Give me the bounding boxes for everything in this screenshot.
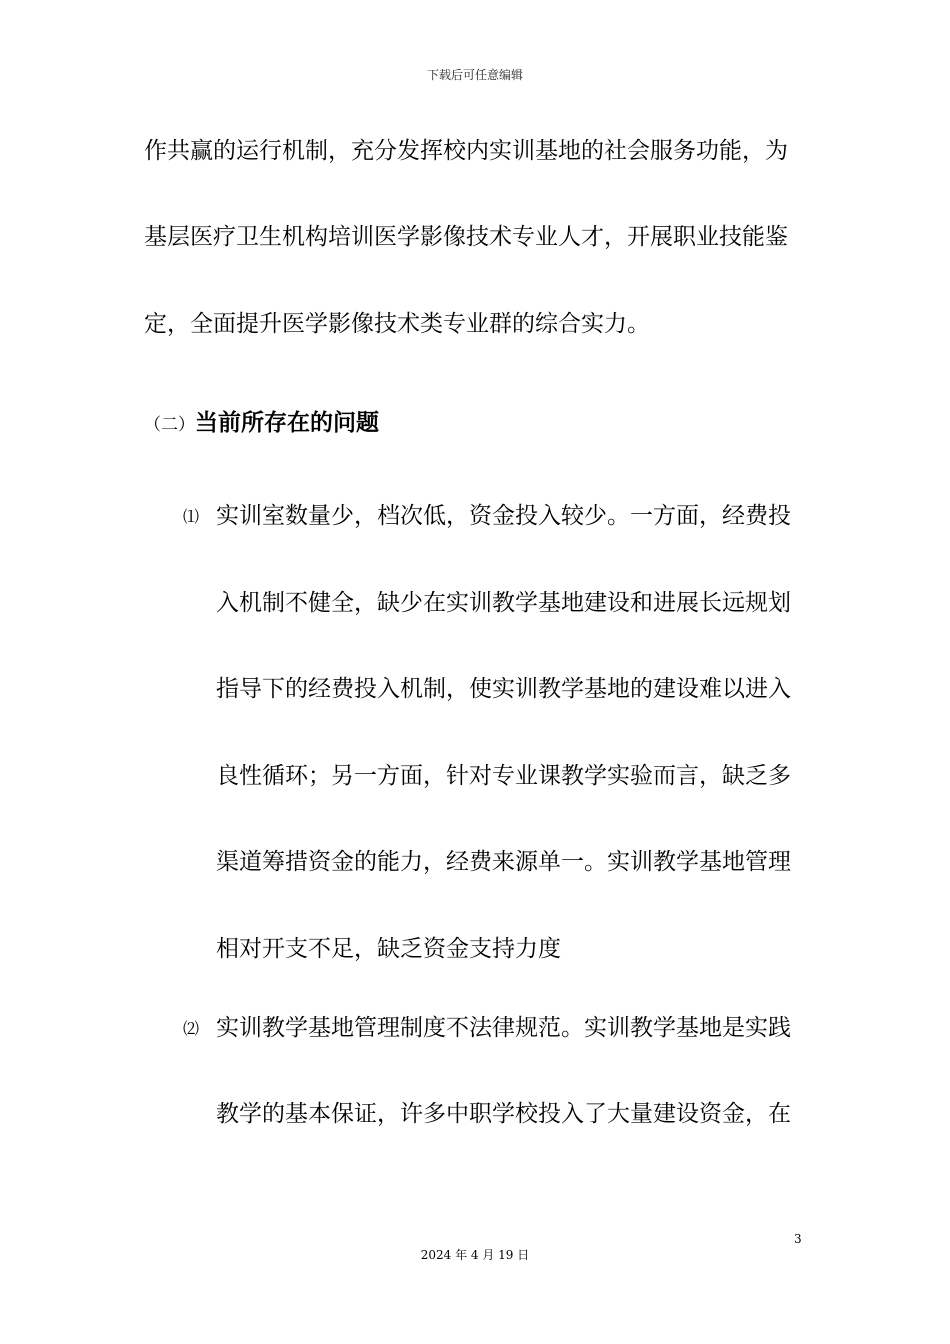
section-title: 当前所存在的问题	[195, 410, 379, 436]
item-1-line-2: 入机制不健全，缺少在实训教学基地建设和进展长远规划	[216, 590, 791, 616]
section-heading	[144, 407, 379, 441]
item-1-marker: ⑴	[183, 507, 200, 526]
item-1-line-5: 渠道筹措资金的能力，经费来源单一。实训教学基地管理	[216, 849, 791, 875]
intro-line-3: 定，全面提升医学影像技术类专业群的综合实力。	[144, 311, 650, 337]
item-2-marker: ⑵	[183, 1019, 200, 1038]
page-footer-date: 2024 年 4 月 19 日	[420, 1248, 530, 1262]
item-1-line-6: 相对开支不足，缺乏资金支持力度	[216, 936, 561, 962]
page-header: 下载后可任意编辑	[426, 68, 523, 82]
intro-line-1: 作共赢的运行机制，充分发挥校内实训基地的社会服务功能，为	[144, 138, 788, 164]
intro-line-2: 基层医疗卫生机构培训医学影像技术专业人才，开展职业技能鉴	[144, 224, 788, 250]
page-number: 3	[794, 1232, 802, 1246]
item-1-line-1: 实训室数量少，档次低，资金投入较少。一方面，经费投	[216, 503, 791, 529]
item-2-line-2: 教学的基本保证，许多中职学校投入了大量建设资金，在	[216, 1101, 791, 1127]
item-2-line-1: 实训教学基地管理制度不法律规范。实训教学基地是实践	[216, 1015, 791, 1041]
item-1-line-3: 指导下的经费投入机制，使实训教学基地的建设难以进入	[216, 676, 791, 702]
item-1-line-4: 良性循环；另一方面，针对专业课教学实验而言，缺乏多	[216, 763, 791, 789]
section-number: （二）	[144, 415, 195, 435]
